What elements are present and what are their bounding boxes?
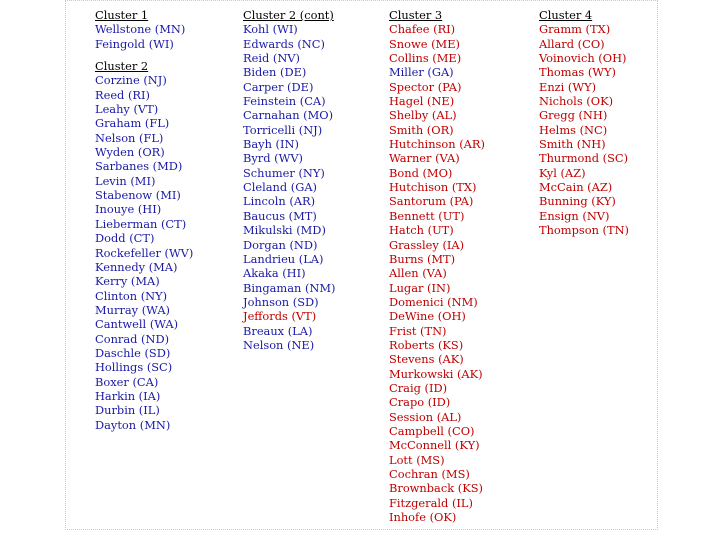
senator-entry: Warner (VA) bbox=[389, 151, 460, 166]
column-1 bbox=[95, 8, 193, 432]
senator-entry: McCain (AZ) bbox=[539, 180, 613, 195]
senator-entry: Smith (OR) bbox=[389, 122, 454, 137]
senator-entry: Collins (ME) bbox=[389, 51, 462, 66]
senator-entry: Burns (MT) bbox=[389, 251, 456, 266]
senator-entry: Bunning (KY) bbox=[539, 194, 616, 209]
cluster-heading: Cluster 2 bbox=[95, 59, 149, 74]
senator-entry: Bayh (IN) bbox=[243, 137, 299, 152]
senator-entry: Helms (NC) bbox=[539, 122, 608, 137]
senator-entry: Hutchison (TX) bbox=[389, 180, 477, 195]
senator-entry: Lincoln (AR) bbox=[243, 194, 316, 209]
senator-entry: Kennedy (MA) bbox=[95, 259, 178, 274]
senator-entry: Feinstein (CA) bbox=[243, 94, 326, 109]
senator-entry: Byrd (WV) bbox=[243, 151, 303, 166]
senator-entry: Smith (NH) bbox=[539, 137, 606, 152]
senator-entry: Daschle (SD) bbox=[95, 345, 171, 360]
senator-entry: Baucus (MT) bbox=[243, 208, 317, 223]
senator-entry: Lott (MS) bbox=[389, 452, 445, 467]
senator-entry: Nichols (OK) bbox=[539, 94, 614, 109]
senator-entry: Clinton (NY) bbox=[95, 288, 168, 303]
senator-entry: Chafee (RI) bbox=[389, 22, 456, 37]
senator-entry: Johnson (SD) bbox=[243, 294, 319, 309]
senator-entry: Kerry (MA) bbox=[95, 274, 160, 289]
senator-entry: Inouye (HI) bbox=[95, 202, 162, 217]
senator-entry: Session (AL) bbox=[389, 409, 462, 424]
senator-entry: Brownback (KS) bbox=[389, 481, 483, 496]
senator-entry: Dodd (CT) bbox=[95, 231, 155, 246]
senator-entry: Reed (RI) bbox=[95, 87, 150, 102]
senator-entry: Corzine (NJ) bbox=[95, 73, 167, 88]
senator-entry: Craig (ID) bbox=[389, 380, 448, 395]
senator-entry: Gregg (NH) bbox=[539, 108, 608, 123]
senator-entry: Murkowski (AK) bbox=[389, 366, 483, 381]
senator-entry: Nelson (FL) bbox=[95, 130, 164, 145]
senator-entry: Frist (TN) bbox=[389, 323, 447, 338]
cluster-heading: Cluster 3 bbox=[389, 8, 443, 22]
senator-entry: Boxer (CA) bbox=[95, 374, 159, 389]
senator-entry: Lugar (IN) bbox=[389, 280, 451, 295]
senator-entry: Edwards (NC) bbox=[243, 36, 325, 51]
column-4 bbox=[539, 8, 629, 238]
senator-entry: Thomas (WY) bbox=[539, 65, 616, 80]
senator-entry: Crapo (ID) bbox=[389, 395, 451, 410]
cluster-heading: Cluster 1 bbox=[95, 8, 149, 22]
senator-entry: Mikulski (MD) bbox=[243, 223, 326, 238]
senator-entry: Kyl (AZ) bbox=[539, 165, 586, 180]
senator-entry: Thompson (TN) bbox=[539, 223, 629, 238]
senator-entry: Voinovich (OH) bbox=[539, 51, 627, 66]
senator-entry: Conrad (ND) bbox=[95, 331, 170, 346]
senator-entry: Dayton (MN) bbox=[95, 417, 171, 432]
senator-entry: Hagel (NE) bbox=[389, 94, 455, 109]
senator-entry: Cleland (GA) bbox=[243, 180, 317, 195]
senator-entry: Roberts (KS) bbox=[389, 337, 464, 352]
senator-entry: Carnahan (MO) bbox=[243, 108, 334, 123]
senator-entry: Fitzgerald (IL) bbox=[389, 495, 473, 510]
senator-entry: DeWine (OH) bbox=[389, 309, 466, 324]
senator-entry: Shelby (AL) bbox=[389, 108, 457, 123]
senator-entry: Santorum (PA) bbox=[389, 194, 474, 209]
senator-entry: Allen (VA) bbox=[389, 266, 447, 281]
senator-entry: Breaux (LA) bbox=[243, 323, 313, 338]
senator-entry: Campbell (CO) bbox=[389, 423, 475, 438]
senator-entry: Torricelli (NJ) bbox=[243, 122, 323, 137]
senator-entry: Bennett (UT) bbox=[389, 208, 465, 223]
senator-entry: Wellstone (MN) bbox=[95, 22, 186, 37]
column-2 bbox=[243, 8, 336, 352]
senator-entry: Wyden (OR) bbox=[95, 145, 165, 160]
senator-entry: Cochran (MS) bbox=[389, 467, 470, 481]
senator-entry: Stabenow (MI) bbox=[95, 188, 181, 203]
senator-entry: Lieberman (CT) bbox=[95, 216, 187, 231]
senator-entry: Miller (GA) bbox=[389, 65, 454, 80]
cluster-heading: Cluster 2 (cont) bbox=[243, 8, 334, 22]
senator-entry: Jeffords (VT) bbox=[243, 309, 317, 324]
senator-entry: Rockefeller (WV) bbox=[95, 245, 194, 260]
column-3 bbox=[389, 8, 485, 524]
senator-entry: Spector (PA) bbox=[389, 79, 462, 94]
senator-entry: Hollings (SC) bbox=[95, 360, 173, 375]
senator-entry: Schumer (NY) bbox=[243, 165, 325, 180]
senator-entry: Durbin (IL) bbox=[95, 403, 160, 418]
senator-entry: Hutchinson (AR) bbox=[389, 137, 485, 152]
senator-entry: Domenici (NM) bbox=[389, 294, 478, 309]
senator-entry: Enzi (WY) bbox=[539, 79, 597, 94]
senator-entry: Landrieu (LA) bbox=[243, 251, 324, 266]
senator-entry: Levin (MI) bbox=[95, 173, 156, 188]
senator-entry: Akaka (HI) bbox=[243, 266, 306, 281]
senator-entry: Carper (DE) bbox=[243, 79, 314, 94]
senator-entry: Hatch (UT) bbox=[389, 223, 454, 238]
senator-entry: Allard (CO) bbox=[539, 36, 605, 51]
senator-entry: Biden (DE) bbox=[243, 65, 307, 80]
senator-entry: Kohl (WI) bbox=[243, 22, 298, 37]
cluster-heading: Cluster 4 bbox=[539, 8, 593, 22]
senator-entry: Murray (WA) bbox=[95, 302, 170, 317]
senator-entry: Sarbanes (MD) bbox=[95, 159, 183, 174]
senator-entry: Nelson (NE) bbox=[243, 337, 315, 352]
senator-entry: Feingold (WI) bbox=[95, 36, 174, 51]
senator-entry: Bond (MO) bbox=[389, 165, 453, 180]
senator-entry: Grassley (IA) bbox=[389, 237, 465, 252]
senator-entry: Leahy (VT) bbox=[95, 102, 159, 117]
senator-entry: Cantwell (WA) bbox=[95, 317, 179, 332]
senator-entry: Ensign (NV) bbox=[539, 208, 610, 223]
senator-entry: Graham (FL) bbox=[95, 116, 170, 131]
senator-entry: Dorgan (ND) bbox=[243, 237, 318, 252]
senator-entry: Inhofe (OK) bbox=[389, 510, 457, 525]
group-spacer bbox=[95, 51, 193, 59]
senator-entry: Harkin (IA) bbox=[95, 388, 161, 403]
senator-entry: Gramm (TX) bbox=[539, 22, 611, 37]
senator-entry: Bingaman (NM) bbox=[243, 280, 336, 295]
senator-entry: McConnell (KY) bbox=[389, 438, 480, 453]
senator-entry: Reid (NV) bbox=[243, 51, 300, 66]
senator-entry: Snowe (ME) bbox=[389, 36, 460, 51]
senator-entry: Stevens (AK) bbox=[389, 352, 464, 367]
senator-entry: Thurmond (SC) bbox=[539, 151, 629, 166]
